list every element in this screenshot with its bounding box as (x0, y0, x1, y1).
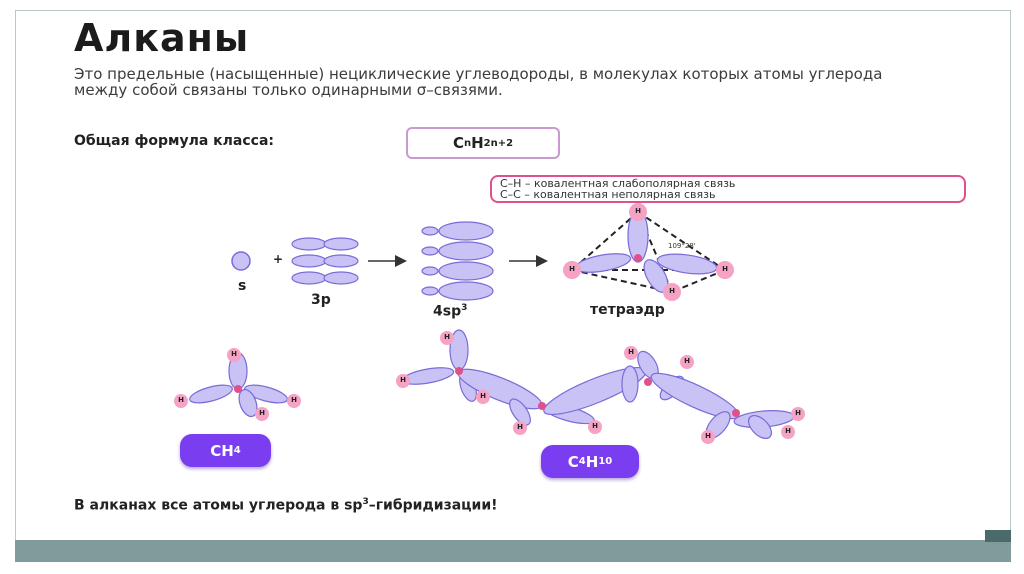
hydrogen-label: H (795, 409, 801, 417)
hydrogen-label: H (480, 392, 486, 400)
butane-sub-c: 4 (578, 456, 586, 467)
sp3-label (433, 303, 467, 320)
sp3-base: 4sp (433, 303, 462, 320)
plus-sign: + (273, 252, 284, 266)
butane-c: C (567, 452, 579, 471)
s-orbital (232, 252, 250, 270)
p-orbitals (292, 238, 358, 284)
hydrogen-label: H (231, 350, 237, 358)
s-orbital-label: s (238, 278, 247, 294)
conclusion-before: В алканах все атомы углерода в sp (74, 497, 363, 514)
hydrogen-label: H (705, 432, 711, 440)
tetrahedron (563, 203, 734, 301)
butane-sub-h: 10 (598, 456, 613, 467)
tetrahedron-label: тетраэдр (590, 302, 665, 318)
conclusion-sup: 3 (362, 497, 369, 507)
p-orbital-label: 3p (311, 292, 331, 308)
bond-cc-text: C–C – ковалентная неполярная связь (500, 188, 716, 201)
formula-h: H (471, 134, 484, 152)
methane-sub: 4 (233, 445, 241, 456)
hydrogen-label: H (785, 427, 791, 435)
conclusion-text (74, 497, 498, 514)
hydrogen-label: H (400, 376, 406, 384)
hydrogen-label: H (517, 423, 523, 431)
hydrogen-label: H (259, 409, 265, 417)
methane-ch: CH (210, 441, 234, 460)
hydrogen-label: H (291, 396, 297, 404)
intro-text: Это предельные (насыщенные) нециклические углеводороды, в молекулах которых атомы углерода между собой связаны только одинарными σ–связями. (74, 65, 883, 99)
butane-h: H (585, 452, 599, 471)
conclusion-after: –гибридизации! (368, 497, 498, 514)
hydrogen-label: H (592, 422, 598, 430)
butane-molecule (396, 330, 805, 444)
methane-molecule (174, 348, 301, 421)
hydrogen-label: H (628, 348, 634, 356)
formula-label: Общая формула класса: (74, 133, 274, 149)
methane-formula-pill (180, 434, 271, 467)
hydrogen-label: H (635, 207, 641, 215)
butane-formula-pill (541, 445, 639, 478)
sp3-orbitals (422, 222, 493, 300)
hydrogen-label: H (444, 333, 450, 341)
bond-angle-label: 109°28' (668, 242, 696, 250)
slide-title: Алканы (74, 16, 250, 60)
formula-sub-h: 2n+2 (483, 137, 514, 149)
hydrogen-label: H (669, 287, 675, 295)
hydrogen-label: H (722, 265, 728, 273)
hydrogen-label: H (178, 396, 184, 404)
hydrogen-label: H (684, 357, 690, 365)
bond-ch-text: C–H – ковалентная слабополярная связь (500, 177, 736, 190)
formula-c: C (452, 134, 464, 152)
sp3-sup: 3 (461, 303, 468, 313)
hydrogen-label: H (569, 265, 575, 273)
formula-sub-n: n (463, 137, 472, 149)
